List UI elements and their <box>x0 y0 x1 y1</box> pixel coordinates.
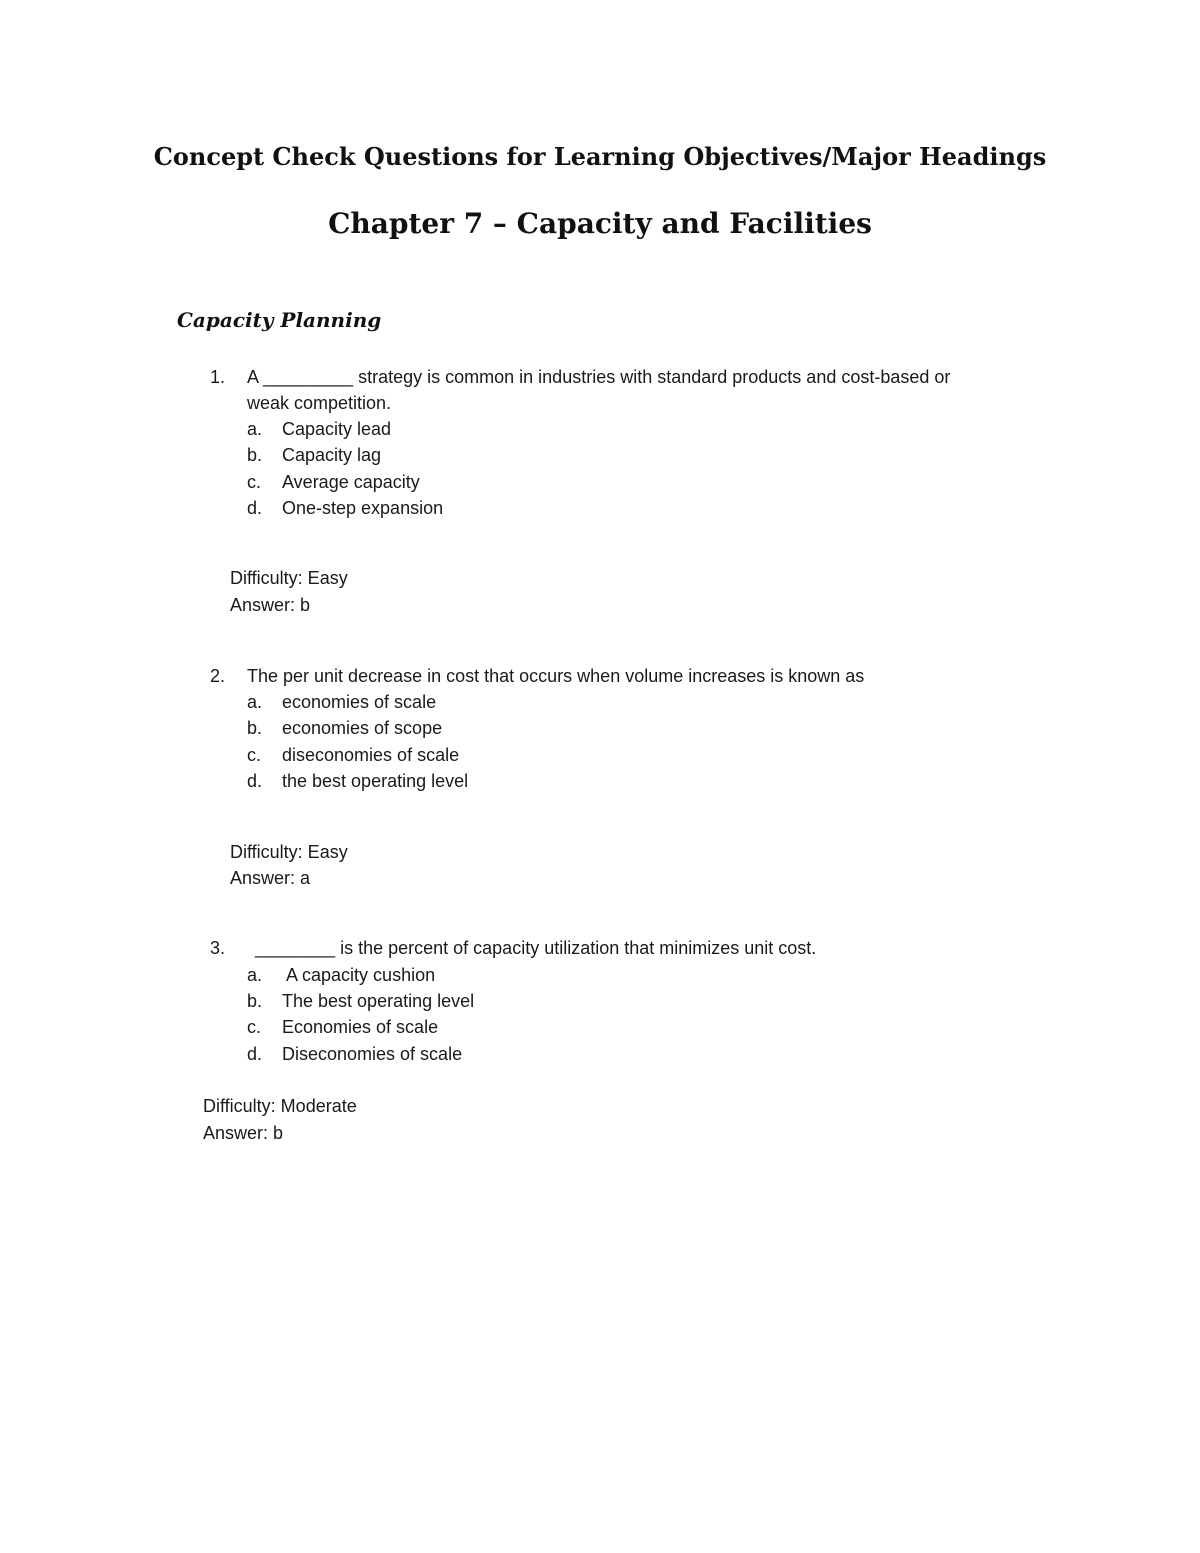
question-number: 1. <box>210 367 226 387</box>
option-letter: c. <box>247 745 262 765</box>
question-number: 2. <box>210 666 226 686</box>
difficulty-label: Difficulty: Easy <box>230 568 348 588</box>
option-letter: b. <box>247 991 263 1011</box>
answer-label: Answer: a <box>230 868 311 888</box>
question-number: 3. <box>210 938 226 958</box>
option-text: Diseconomies of scale <box>282 1044 463 1064</box>
option-text: Capacity lag <box>282 445 382 465</box>
option-text: diseconomies of scale <box>282 745 460 765</box>
option-letter: a. <box>247 692 263 712</box>
question-text-continued: weak competition. <box>247 393 392 413</box>
option-text: economies of scale <box>282 692 437 712</box>
option-letter: d. <box>247 498 263 518</box>
option-text: A capacity cushion <box>282 965 436 985</box>
difficulty-label: Difficulty: Moderate <box>203 1096 357 1116</box>
option-text: economies of scope <box>282 718 443 738</box>
option-text: Average capacity <box>282 472 420 492</box>
option-letter: c. <box>247 472 262 492</box>
option-letter: b. <box>247 445 263 465</box>
option-text: Capacity lead <box>282 419 392 439</box>
option-text: the best operating level <box>282 771 469 791</box>
option-letter: d. <box>247 771 263 791</box>
question-text: The per unit decrease in cost that occurs when volume increases is known as <box>247 666 865 686</box>
question-text: A _________ strategy is common in industries with standard products and cost-based or <box>247 367 951 387</box>
option-letter: c. <box>247 1017 262 1037</box>
section-heading: Capacity Planning <box>177 308 382 332</box>
option-letter: a. <box>247 965 263 985</box>
document-title: Concept Check Questions for Learning Objectives/Major Headings <box>153 142 1047 171</box>
question-text: ________ is the percent of capacity utilization that minimizes unit cost. <box>255 938 817 958</box>
difficulty-label: Difficulty: Easy <box>230 842 348 862</box>
option-text: Economies of scale <box>282 1017 439 1037</box>
answer-label: Answer: b <box>203 1123 284 1143</box>
option-text: The best operating level <box>282 991 475 1011</box>
option-letter: d. <box>247 1044 263 1064</box>
option-letter: a. <box>247 419 263 439</box>
option-letter: b. <box>247 718 263 738</box>
option-text: One-step expansion <box>282 498 444 518</box>
answer-label: Answer: b <box>230 595 311 615</box>
chapter-title: Chapter 7 – Capacity and Facilities <box>328 207 872 240</box>
